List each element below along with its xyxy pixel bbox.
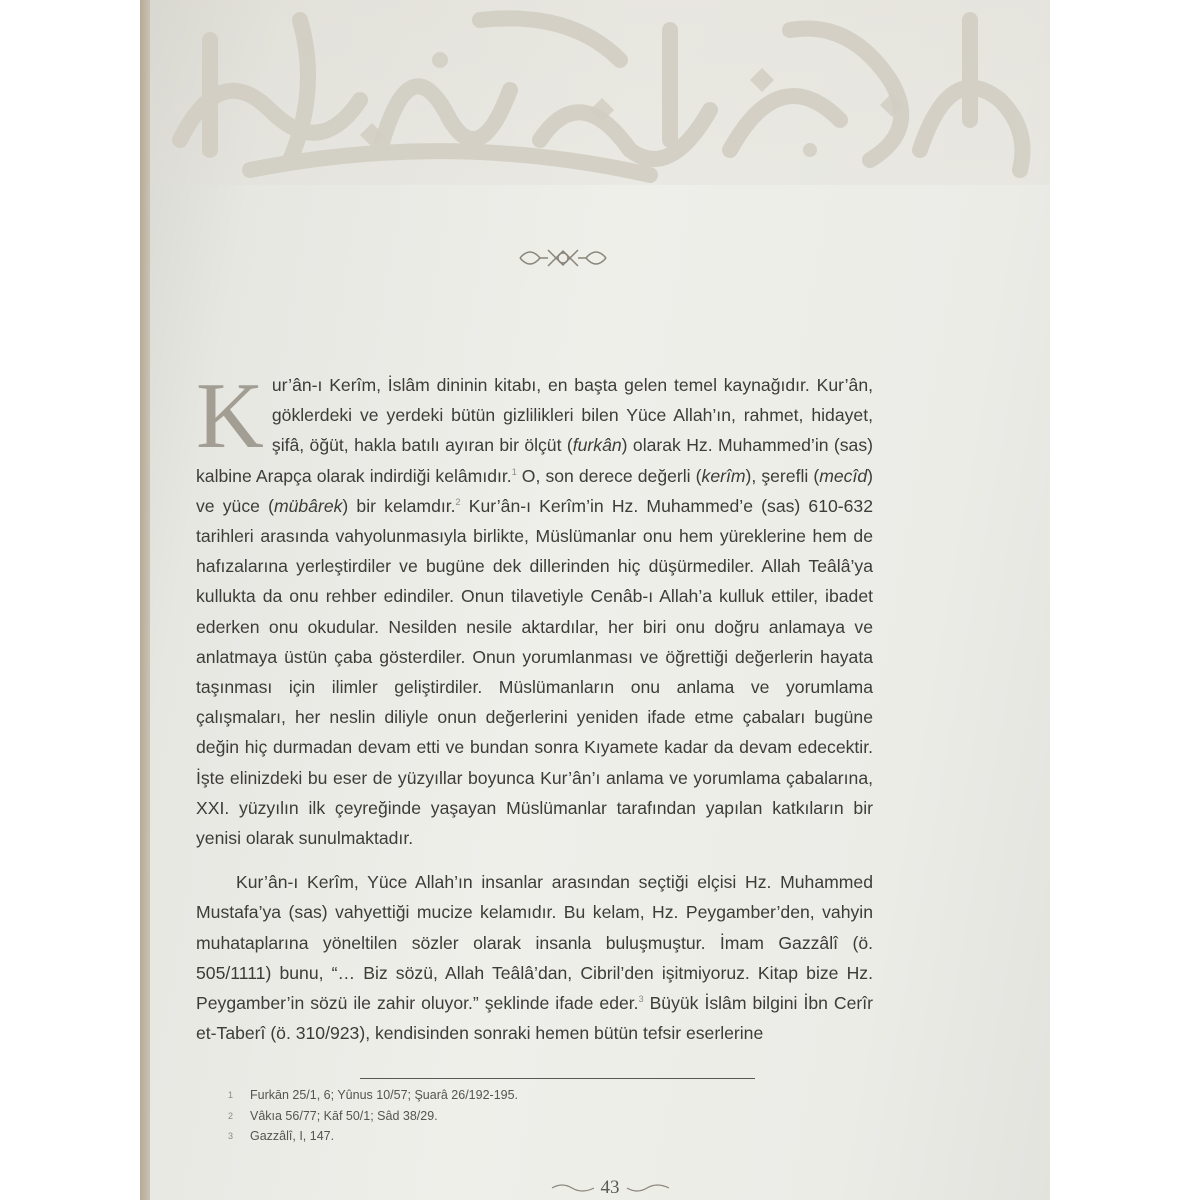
footnote-reference: 1 (511, 466, 517, 477)
text-run: ) ve yüce ( (196, 465, 873, 516)
text-run: ) olarak Hz. Muhammed’in (sas) kalbine Arapça olarak indirdiği kelâmıdır. (196, 435, 874, 486)
footnote-text: Furkān 25/1, 6; Yûnus 10/57; Şuarâ 26/192-195. (250, 1088, 519, 1102)
footnote-text: Gazzâlî, I, 147. (250, 1129, 335, 1143)
footnote-reference: 3 (638, 994, 644, 1005)
footnote-number: 3 (228, 1131, 234, 1141)
footnote-reference: 2 (455, 496, 461, 507)
main-text (196, 364, 874, 1048)
page-number: 43 (600, 1177, 620, 1198)
footnote-1 (228, 1085, 828, 1106)
paragraph-1 (196, 364, 874, 853)
footnote-number: 2 (228, 1110, 234, 1121)
page-footer (505, 1176, 715, 1200)
italic-term: kerîm (701, 465, 746, 486)
paragraph-1-body (196, 375, 873, 848)
text-run: ur’ân-ı Kerîm, İslâm dininin kitabı, en başta gelen temel kaynağıdır. Kur’ân, göklerdeki ve yerdeki bütün gizlilikleri bilen Yüce Allah’ın, rahmet, hidayet, şifâ, öğüt, hakla batılı ayıran bir ölçüt ( (271, 375, 873, 456)
text-run: Büyük İslâm bilgini İbn Cerîr et-Taberî (ö. 310/923), kendisinden sonraki hemen bütün tefsir eserlerine (196, 993, 873, 1044)
calligraphy-header-ornament (150, 0, 1050, 185)
paragraph-2 (196, 867, 873, 1048)
footnotes (228, 1085, 828, 1147)
footnote-separator (360, 1078, 755, 1079)
italic-term: mübârek (273, 495, 343, 516)
text-run: ), şerefli ( (745, 465, 820, 486)
text-run: ) bir kelamdır. (342, 495, 456, 516)
footnote-3 (228, 1126, 828, 1147)
book-page (150, 0, 1050, 1200)
text-run: Kur’ân-ı Kerîm’in Hz. Muhammed’e (sas) 610-632 tarihleri arasında vahyolunmasıyla birlikte, Müslümanlar onu hem yüreklerine hem de hafızalarına yerleştirdiler ve bugüne dek dillerinden hiç düşürmediler. Allah Teâlâ’ya kullukta da onu rehber edindiler. Onun tilavetiyle Cenâb-ı Allah’a kulluk ettiler, ibadet ederken onu okudular. Nesilden nesile aktardılar, her biri onu doğru anlamaya ve anlatmaya üstün çaba gösterdiler. Onun yorumlanması ve öğrettiği değerlerin hayata taşınması için ilimler geliştirdiler. Müslümanların onu anlama ve yorumlama çalışmaları, her neslin diliyle onun değerlerini yeniden ifade etme çabaları bugüne değin hiç durmadan devam etti ve bundan sonra Kıyamete kadar da devam edecektir. İşte elinizdeki bu eser de yüzyıllar boyunca Kur’ân’ı anlama ve yorumlama çabalarına, XXI. yüzyılın ilk çeyreğinde yaşayan Müslümanlar tarafından yapılan katkıların bir yenisi olarak sunulmaktadır. (196, 495, 873, 849)
right-flourish-icon (626, 1182, 671, 1194)
italic-term: furkân (572, 435, 622, 456)
italic-term: mecîd (819, 465, 868, 486)
knot-divider-ornament (518, 240, 608, 276)
footnote-number: 1 (228, 1090, 234, 1100)
text-run: Kur’ân-ı Kerîm, Yüce Allah’ın insanlar arasından seçtiği elçisi Hz. Muhammed Mustafa’ya (sas) vahyettiği mucize kelamıdır. Bu kelam, Hz. Peygamber’den, vahyin muhataplarına yöneltilen sözler olarak insanla buluşmuştur. İmam Gazzâlî (ö. 505/1111) bunu, “… Biz sözü, Allah Teâlâ’dan, Cibril’den işitmiyoruz. Kitap bize Hz. Peygamber’in sözü ile zahir oluyor.” şeklinde ifade eder. (196, 872, 873, 1014)
footnote-2 (228, 1106, 828, 1127)
drop-cap: K (196, 364, 264, 468)
left-flourish-icon (550, 1182, 595, 1194)
text-run: O, son derece değerli ( (516, 465, 702, 486)
footnote-text: Vâkıa 56/77; Kāf 50/1; Sâd 38/29. (250, 1108, 438, 1123)
